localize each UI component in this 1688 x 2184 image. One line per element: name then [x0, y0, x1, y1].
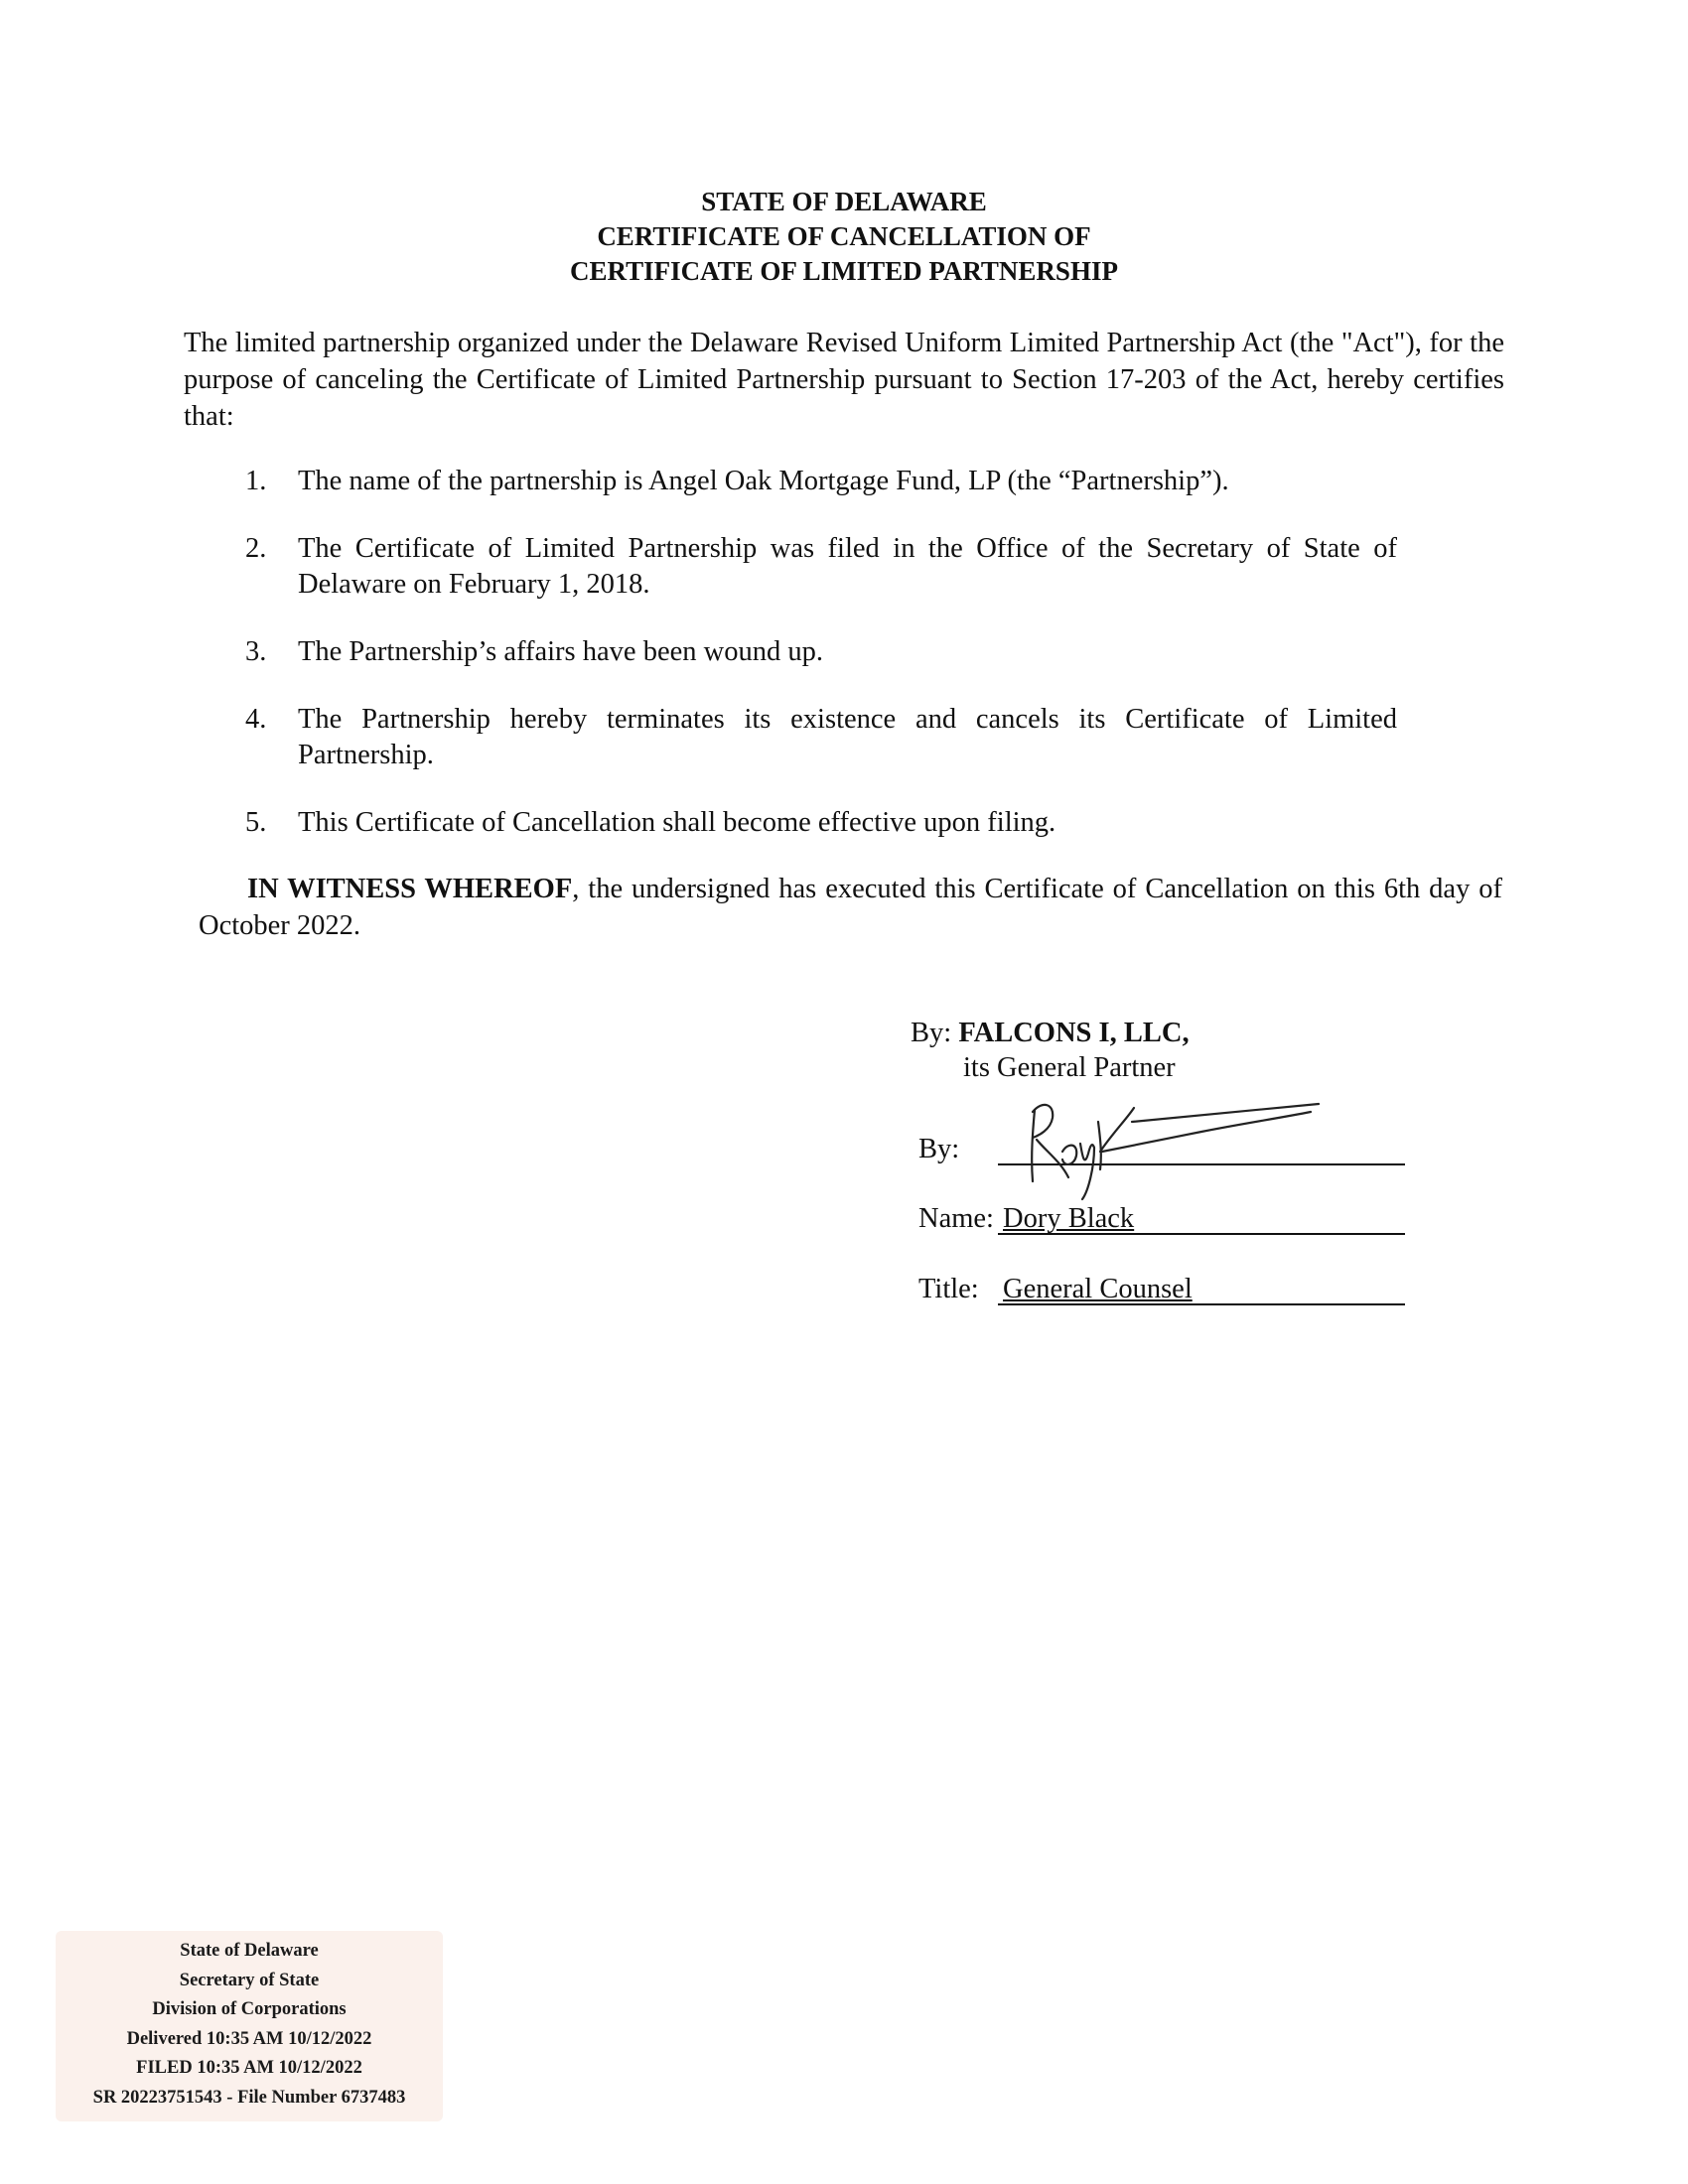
certification-list: [245, 464, 1397, 873]
list-item: [245, 634, 1397, 670]
list-item-number: 1.: [245, 466, 267, 496]
list-item: [245, 805, 1397, 841]
list-item: [245, 464, 1397, 499]
signatory-entity-line: [911, 1016, 1190, 1051]
signatory-title: General Counsel: [1003, 1274, 1193, 1304]
stamp-line: FILED 10:35 AM 10/12/2022: [136, 2058, 362, 2078]
witness-text: , the undersigned has executed this Certificate of Cancellation on this 6th day of October 2022.: [199, 874, 1502, 941]
list-item-number: 3.: [245, 636, 267, 667]
witness-lead: IN WITNESS WHEREOF: [247, 874, 573, 904]
intro-paragraph: The limited partnership organized under the Delaware Revised Uniform Limited Partnership Act (the "Act"), for the purpose of canceling the Certificate of Limited Partnership pursuant to Section 17-203 of the Act, hereby certifies that:: [184, 328, 1504, 432]
name-label: Name:: [918, 1203, 994, 1234]
signatory-name: Dory Black: [1003, 1203, 1135, 1234]
entity-role: its General Partner: [963, 1052, 1176, 1083]
document-heading: [0, 185, 1688, 289]
heading-line-3: CERTIFICATE OF LIMITED PARTNERSHIP: [570, 256, 1118, 286]
list-item-text: The Certificate of Limited Partnership was filed in the Office of the Secretary of State of Delaware on February 1, 2018.: [298, 533, 1397, 600]
list-item-text: The name of the partnership is Angel Oak Mortgage Fund, LP (the “Partnership”).: [298, 466, 1229, 496]
stamp-line: SR 20223751543 - File Number 6737483: [92, 2087, 406, 2108]
list-item-number: 4.: [245, 704, 267, 735]
list-item-number: 2.: [245, 533, 267, 564]
title-line: [998, 1303, 1405, 1305]
witness-paragraph: [199, 871, 1502, 944]
stamp-line: State of Delaware: [180, 1941, 319, 1961]
list-item: [245, 531, 1397, 603]
list-item: [245, 702, 1397, 773]
stamp-line: Delivered 10:35 AM 10/12/2022: [126, 2028, 372, 2049]
list-item-text: This Certificate of Cancellation shall become effective upon filing.: [298, 807, 1056, 838]
heading-line-2: CERTIFICATE OF CANCELLATION OF: [597, 221, 1091, 251]
filing-stamp: [56, 1931, 443, 2121]
heading-line-1: STATE OF DELAWARE: [701, 187, 987, 216]
by-label: By:: [911, 1018, 952, 1048]
stamp-line: Division of Corporations: [152, 1999, 347, 2019]
list-item-text: The Partnership’s affairs have been wound up.: [298, 636, 823, 667]
title-label: Title:: [918, 1274, 979, 1304]
list-item-number: 5.: [245, 807, 267, 838]
list-item-text: The Partnership hereby terminates its existence and cancels its Certificate of Limited Partnership.: [298, 704, 1397, 770]
by-label-2: By:: [918, 1134, 960, 1164]
handwritten-signature: [1003, 1082, 1331, 1201]
stamp-line: Secretary of State: [179, 1970, 320, 1990]
name-line: [998, 1233, 1405, 1235]
entity-name: FALCONS I, LLC,: [958, 1018, 1190, 1048]
